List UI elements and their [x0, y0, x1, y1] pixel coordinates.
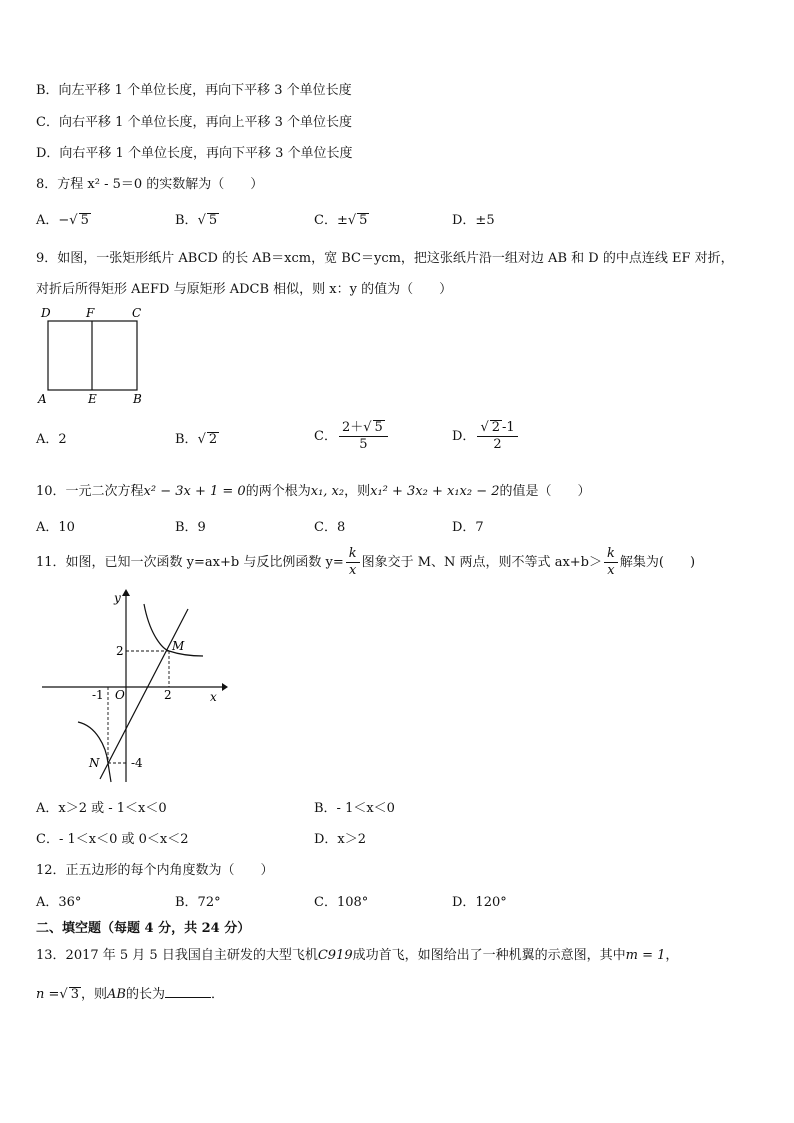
q10-option-d: D．7 — [452, 520, 484, 535]
q9-option-b-label: B． — [175, 432, 198, 447]
y-axis-label: y — [114, 591, 121, 605]
q10-option-b: B．9 — [175, 520, 206, 535]
point-n-label: N — [89, 756, 100, 770]
x-axis-arrow-icon — [222, 683, 228, 691]
q7-option-d: D．向右平移 1 个单位长度，再向下平移 3 个单位长度 — [36, 146, 353, 161]
q12-option-c: C．108° — [314, 895, 369, 910]
numerator — [339, 420, 388, 437]
q9-option-d-label: D． — [452, 428, 476, 444]
q11-mid: 图象交于 M、N 两点，则不等式 ax+b＞ — [361, 554, 602, 570]
q10-mid2: ，则 — [344, 484, 371, 499]
q10-stem — [36, 483, 591, 501]
numerator-radicand: 2 — [491, 420, 501, 435]
q10-expression: x₁² + 3x₂ + x₁x₂ − 2 — [370, 484, 500, 499]
q9-option-c-label: C． — [314, 428, 337, 444]
numerator-suffix: -1 — [502, 420, 515, 435]
numerator-prefix: 2＋ — [341, 420, 364, 435]
q7-option-c: C．向右平移 1 个单位长度，再向上平移 3 个单位长度 — [36, 115, 353, 130]
q11-fraction-2 — [604, 546, 618, 579]
q9-stem-line1: 9．如图，一张矩形纸片 ABCD 的长 AB＝xcm，宽 BC＝ycm，把这张纸片沿一组对边 AB 和 D 的中点连线 EF 对折， — [36, 251, 734, 266]
q11-stem — [36, 546, 695, 579]
label-a: A — [38, 392, 47, 406]
radical-icon: √ — [69, 213, 78, 228]
numerator: k — [604, 546, 618, 563]
label-d: D — [41, 306, 51, 320]
denominator: x — [348, 563, 357, 578]
q9-option-d-fraction — [477, 420, 517, 453]
denominator: x — [607, 563, 615, 578]
numerator — [477, 420, 517, 437]
radical-icon: √ — [347, 213, 357, 228]
q12-stem: 12．正五边形的每个内角度数为（ ） — [36, 863, 274, 878]
y-tick-minus-4: -4 — [131, 756, 143, 770]
q8-option-a-radicand: 5 — [80, 213, 89, 228]
q13-m-value: m = 1 — [625, 948, 666, 963]
q8-option-d: D．±5 — [452, 213, 495, 228]
origin-label: O — [115, 688, 125, 702]
denominator: 2 — [493, 437, 502, 452]
answer-blank[interactable] — [165, 985, 211, 998]
numerator-radicand: 5 — [374, 420, 383, 435]
q13-line2-mid: ，则 — [80, 987, 107, 1002]
q8-stem: 8．方程 x² - 5＝0 的实数解为（ ） — [36, 177, 264, 192]
q9-option-b — [175, 431, 219, 449]
q9-stem-line2: 对折后所得矩形 AEFD 与原矩形 ADCB 相似，则 x：y 的值为（ ） — [36, 282, 453, 297]
y-axis-arrow-icon — [122, 589, 130, 596]
q11-suffix: 解集为( ) — [619, 554, 696, 570]
q8-option-a-label: A． — [36, 213, 59, 228]
q9-option-b-radicand: 2 — [208, 432, 218, 447]
radical-icon: √ — [197, 432, 206, 447]
q8-option-c — [314, 212, 369, 230]
q8-option-b-radicand: 5 — [208, 213, 218, 228]
q8-option-b-label: B． — [175, 213, 198, 228]
q11-option-d: D．x＞2 — [314, 832, 367, 847]
q13-ab: AB — [107, 987, 126, 1002]
q11-option-a: A．x＞2 或 - 1＜x＜0 — [36, 801, 167, 816]
linear-function-line — [100, 609, 188, 779]
radical-icon: √ — [480, 420, 489, 435]
x-axis-label: x — [210, 690, 217, 704]
radical-icon: √ — [59, 987, 68, 1002]
y-tick-2: 2 — [116, 644, 124, 658]
q8-option-b — [175, 212, 219, 230]
q9-rectangle-figure — [34, 304, 154, 408]
label-e: E — [88, 392, 97, 406]
label-f: F — [86, 306, 95, 320]
q12-option-a: A．36° — [36, 895, 82, 910]
q11-prefix: 11．如图，已知一次函数 y=ax+b 与反比例函数 y= — [36, 554, 344, 570]
q10-mid: 的两个根为 — [245, 484, 311, 499]
q7-option-b: B．向左平移 1 个单位长度，再向下平移 3 个单位长度 — [36, 83, 352, 98]
q10-roots: x₁, x₂ — [310, 484, 345, 499]
q8-option-c-radicand: 5 — [359, 213, 368, 228]
q13-line1 — [36, 947, 678, 965]
q13-n-equals: n = — [36, 987, 60, 1002]
q11-fraction-1 — [346, 546, 360, 579]
q13-n-radicand: 3 — [70, 987, 79, 1002]
section-heading: 二、填空题（每题 4 分，共 24 分） — [36, 921, 251, 936]
radical-icon: √ — [363, 420, 372, 435]
q8-option-a-sign: − — [58, 213, 70, 228]
denominator: 5 — [359, 437, 368, 452]
q11-option-c: C．- 1＜x＜0 或 0＜x＜2 — [36, 832, 189, 847]
q13-line2-end: 的长为 — [125, 987, 165, 1002]
hyperbola-branch-third-quadrant — [78, 722, 111, 782]
label-c: C — [132, 306, 142, 320]
numerator: k — [346, 546, 360, 563]
radical-icon: √ — [197, 213, 206, 228]
x-tick-2: 2 — [164, 688, 172, 702]
q9-option-a: A．2 — [36, 432, 67, 447]
q10-option-a: A．10 — [36, 520, 75, 535]
q13-plane: C919 — [317, 948, 353, 963]
x-tick-minus-1: -1 — [92, 688, 104, 702]
q10-equation: x² − 3x + 1 = 0 — [143, 484, 246, 499]
q10-prefix: 10．一元二次方程 — [36, 484, 144, 499]
q13-line1-prefix: 13．2017 年 5 月 5 日我国自主研发的大型飞机 — [36, 948, 318, 963]
q13-line2 — [36, 985, 224, 1004]
q13-line1-mid: 成功首飞，如图给出了一种机翼的示意图，其中 — [352, 948, 626, 963]
q12-option-b: B．72° — [175, 895, 221, 910]
q12-option-d: D．120° — [452, 895, 507, 910]
q9-option-c — [314, 420, 390, 453]
q8-option-c-label: C． — [314, 213, 337, 228]
q8-option-a — [36, 212, 91, 230]
q9-option-d — [452, 420, 520, 453]
label-b: B — [133, 392, 142, 406]
q13-line1-end: ， — [665, 948, 679, 963]
q10-suffix: 的值是（ ） — [499, 484, 591, 499]
q11-function-graph — [38, 586, 228, 786]
point-m-label: M — [172, 639, 185, 653]
q8-option-c-sign: ± — [336, 213, 348, 228]
q10-option-c: C．8 — [314, 520, 346, 535]
q11-option-b: B．- 1＜x＜0 — [314, 801, 395, 816]
q13-period: ． — [210, 987, 224, 1002]
q9-option-c-fraction — [339, 420, 388, 453]
